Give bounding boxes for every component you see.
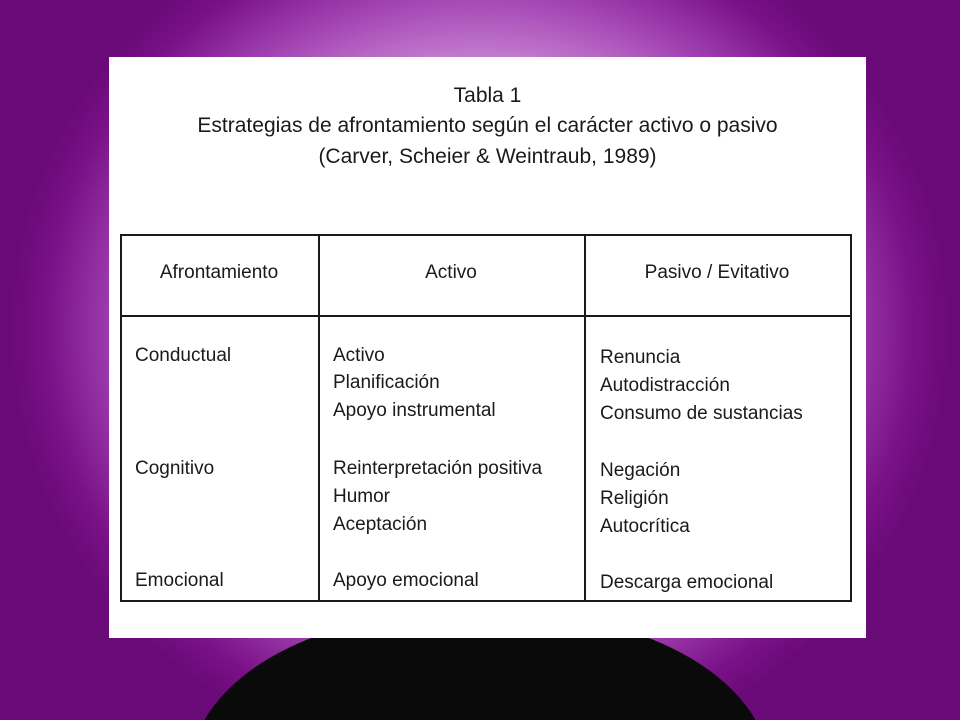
row-type-conductual: Conductual [135, 345, 232, 366]
cell-pasivo: Autodistracción [600, 375, 730, 396]
header-afrontamiento: Afrontamiento [159, 262, 279, 283]
cell-activo: Reinterpretación positiva [333, 458, 543, 479]
table-top-rule [120, 234, 852, 236]
table-divider-1 [318, 234, 320, 602]
row-type-cognitivo: Cognitivo [135, 458, 215, 479]
cell-pasivo: Religión [600, 488, 669, 509]
cell-activo: Apoyo instrumental [333, 400, 496, 421]
table-source: (Carver, Scheier & Weintraub, 1989) [318, 145, 657, 168]
cell-pasivo: Autocrítica [600, 516, 690, 537]
row-type-emocional: Emocional [135, 570, 224, 591]
table-title: Estrategias de afrontamiento según el carácter activo o pasivo [197, 114, 778, 137]
header-activo: Activo [425, 262, 477, 283]
cell-activo: Aceptación [333, 514, 428, 535]
cell-activo: Activo [333, 345, 385, 366]
cell-pasivo: Consumo de sustancias [600, 403, 803, 424]
table-left-border [120, 234, 122, 602]
cell-activo: Planificación [333, 372, 440, 393]
table-header-rule [120, 315, 852, 317]
table-bottom-rule [120, 600, 852, 602]
coping-strategies-table [120, 234, 852, 602]
cell-pasivo: Descarga emocional [600, 572, 774, 593]
header-pasivo-evitativo: Pasivo / Evitativo [644, 262, 790, 283]
table-number: Tabla 1 [453, 84, 522, 107]
cell-pasivo: Renuncia [600, 347, 681, 368]
table-right-border [850, 234, 852, 602]
table-divider-2 [584, 234, 586, 602]
cell-pasivo: Negación [600, 460, 681, 481]
cell-activo: Apoyo emocional [333, 570, 479, 591]
slide-page [109, 57, 866, 638]
cell-activo: Humor [333, 486, 391, 507]
